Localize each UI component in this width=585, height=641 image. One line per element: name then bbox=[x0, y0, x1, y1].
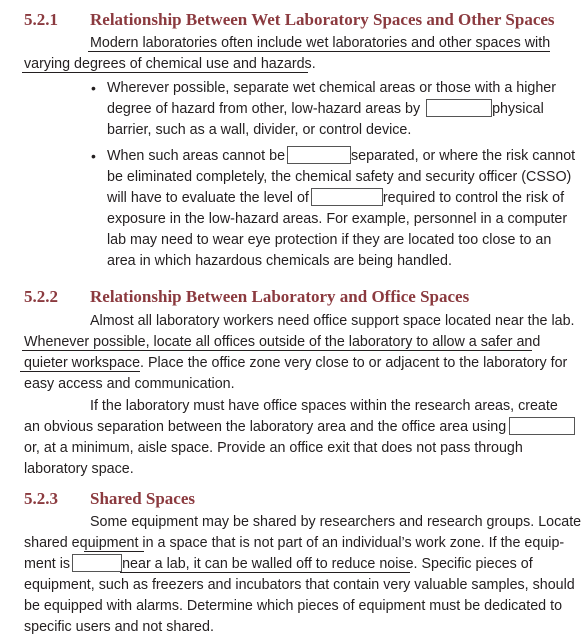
handwritten-underline bbox=[20, 371, 140, 372]
paragraph-line: Modern laboratories often include wet laboratories and other spaces with bbox=[90, 35, 551, 51]
fill-in-blank[interactable] bbox=[287, 146, 351, 164]
section-title: Relationship Between Wet Laboratory Spaces and Other Spaces bbox=[90, 10, 555, 29]
section-number: 5.2.3 bbox=[24, 489, 58, 508]
list-item-line: When such areas cannot be separated, or where the risk cannot bbox=[107, 148, 576, 164]
handwritten-underline bbox=[22, 350, 532, 351]
handwritten-underline bbox=[84, 551, 144, 552]
handwritten-underline bbox=[88, 51, 550, 52]
handwritten-underline bbox=[22, 72, 308, 73]
list-item-line: lab may need to wear eye protection if they are located too close to an bbox=[107, 232, 552, 248]
section-title: Shared Spaces bbox=[90, 489, 196, 508]
fill-in-blank[interactable] bbox=[426, 99, 492, 117]
paragraph-line: If the laboratory must have office spaces within the research areas, create bbox=[90, 398, 558, 414]
list-item-line: exposure in the low-hazard areas. For example, personnel in a computer bbox=[107, 211, 568, 227]
section-number: 5.2.2 bbox=[24, 287, 58, 306]
list-item-line: be eliminated completely, the chemical safety and security officer (CSSO) bbox=[107, 169, 572, 185]
paragraph-line: be equipped with alarms. Determine which pieces of equipment must be dedicated to bbox=[24, 598, 563, 614]
handwritten-underline bbox=[120, 572, 410, 573]
paragraph-line: shared equipment in a space that is not part of an individual’s work zone. If the equip- bbox=[24, 535, 565, 551]
paragraph-line: quieter workspace. Place the office zone very close to or adjacent to the laboratory for bbox=[24, 355, 568, 371]
section-title: Relationship Between Laboratory and Office Spaces bbox=[90, 287, 470, 306]
list-item-line: Wherever possible, separate wet chemical areas or those with a higher bbox=[107, 80, 556, 96]
paragraph-line: varying degrees of chemical use and hazards. bbox=[24, 56, 316, 72]
paragraph-line: easy access and communication. bbox=[24, 376, 235, 392]
paragraph-line: an obvious separation between the laboratory area and the office area using bbox=[24, 417, 575, 437]
list-item-line: degree of hazard from other, low-hazard areas by physical bbox=[107, 101, 544, 117]
fill-in-blank[interactable] bbox=[509, 417, 575, 435]
fill-in-blank[interactable] bbox=[72, 554, 122, 572]
paragraph-line: Whenever possible, locate all offices outside of the laboratory to allow a safer and bbox=[24, 334, 541, 350]
paragraph-line: laboratory space. bbox=[24, 461, 134, 477]
paragraph-line: Almost all laboratory workers need office support space located near the lab. bbox=[90, 313, 575, 329]
paragraph-line: or, at a minimum, aisle space. Provide an office exit that does not pass through bbox=[24, 440, 523, 456]
list-item-line: barrier, such as a wall, divider, or control device. bbox=[107, 122, 412, 138]
fill-in-blank[interactable] bbox=[311, 188, 383, 206]
paragraph-line: specific users and not shared. bbox=[24, 619, 214, 635]
section-heading-5-2-3 bbox=[24, 489, 195, 511]
bullet-marker: • bbox=[91, 80, 96, 96]
list-item-line: will have to evaluate the level of required to control the risk of bbox=[107, 190, 565, 206]
section-number: 5.2.1 bbox=[24, 10, 58, 29]
list-item-line: area in which hazardous chemicals are being handled. bbox=[107, 253, 452, 269]
paragraph-line: equipment, such as freezers and incubators that contain very valuable samples, should bbox=[24, 577, 575, 593]
section-heading-5-2-2 bbox=[24, 287, 469, 309]
bullet-marker: • bbox=[91, 148, 96, 164]
paragraph-line: ment is near a lab, it can be walled off to reduce noise. Specific pieces of bbox=[24, 556, 533, 572]
paragraph-line: Some equipment may be shared by researchers and research groups. Locate bbox=[90, 514, 582, 530]
section-heading-5-2-1 bbox=[24, 10, 555, 32]
